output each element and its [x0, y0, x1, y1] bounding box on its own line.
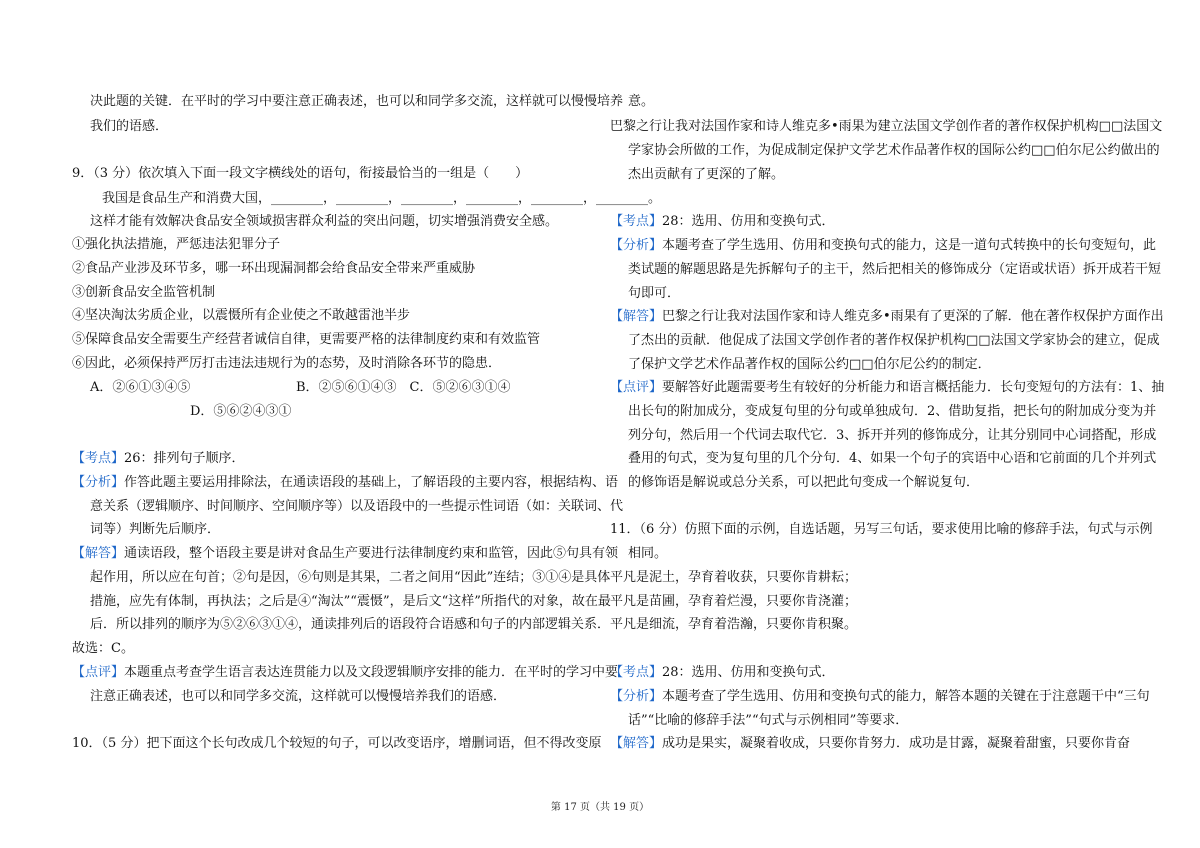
- q10-jieda-line-2: 了杰出的贡献．他促成了法国文学创作者的著作权保护机构□□法国文学家协会的建立，促成: [628, 333, 1160, 348]
- kaodian-text: 28：选用、仿用和变换句式．: [662, 665, 835, 680]
- jieda-tag: 【解答】: [610, 309, 663, 324]
- jieda-text: 成功是果实，凝聚着收成，只要你肯努力．成功是甘露，凝聚着甜蜜，只要你肯奋: [662, 736, 1131, 751]
- kaodian-text: 28：选用、仿用和变换句式．: [662, 214, 835, 229]
- q10-sentence-3: 杰出贡献有了更深的了解。: [628, 167, 785, 182]
- q9-item-3: ③创新食品安全监管机制: [72, 285, 216, 300]
- fenxi-tag: 【分析】: [610, 689, 663, 704]
- page-number-footer: 第 17 页（共 19 页）: [550, 802, 650, 813]
- q9-passage-2: 这样才能有效解决食品安全领域损害群众利益的突出问题，切实增强消费安全感。: [90, 214, 559, 229]
- q9-item-5: ⑤保障食品安全需要生产经营者诚信自律，更需要严格的法律制度约束和有效监管: [72, 332, 541, 347]
- kaodian-text: 26：排列句子顺序．: [124, 451, 245, 466]
- q11-jieda: [610, 735, 1130, 753]
- carry-over-line-2: 我们的语感．: [90, 119, 169, 134]
- q10-carry: 意。: [628, 94, 655, 109]
- q11-example-2: 平凡是苗圃，孕育着烂漫，只要你肯浇灌；: [610, 594, 858, 609]
- q10-jieda: [610, 308, 1164, 326]
- fenxi-text: 本题考查了学生选用、仿用和变换句式的能力，解答本题的关键在于注意题干中“三句: [662, 689, 1150, 704]
- q10-kaodian: [610, 213, 835, 231]
- q10-sentence-1: 巴黎之行让我对法国作家和诗人维克多•雨果为建立法国文学创作者的著作权保护机构□□法国文: [610, 119, 1163, 134]
- kaodian-tag: 【考点】: [610, 665, 663, 680]
- dianping-text: 要解答好此题需要考生有较好的分析能力和语言概括能力．长句变短句的方法有：1、抽: [662, 380, 1165, 395]
- q10-dianping-line-5: 的修饰语是解说或总分关系，可以把此句变成一个解说复句．: [628, 475, 980, 490]
- q9-dianping-line-2: 注意正确表述，也可以和同学多交流，这样就可以慢慢培养我们的语感．: [90, 689, 507, 704]
- q10-sentence-2: 学家协会所做的工作，为促成制定保护文学艺术作品著作权的国际公约□□伯尔尼公约做出的: [628, 143, 1160, 158]
- q9-item-2: ②食品产业涉及环节多，哪一环出现漏洞都会给食品安全带来严重威胁: [72, 261, 476, 276]
- q9-jieda-line-2: 起作用，所以应在句首；②句是因，⑥句则是其果，二者之间用“因此”连结；③①④是具体: [90, 570, 611, 585]
- fenxi-tag: 【分析】: [610, 238, 663, 253]
- fenxi-tag: 【分析】: [72, 475, 125, 490]
- q9-option-d: D．⑤⑥②④③①: [190, 404, 292, 419]
- q9-dianping: [72, 664, 618, 682]
- q11-example-1: 平凡是泥土，孕育着收获，只要你肯耕耘；: [610, 570, 858, 585]
- q9-option-a: A．②⑥①③④⑤: [90, 380, 191, 395]
- q9-passage-1: 我国是食品生产和消费大国，________，________，________，________，________，________。: [102, 191, 662, 206]
- q11-stem-line-2: 相同。: [628, 546, 668, 561]
- jieda-text: 通读语段，整个语段主要是讲对食品生产要进行法律制度约束和监管，因此⑤句具有领: [124, 546, 619, 561]
- jieda-tag: 【解答】: [72, 546, 125, 561]
- q10-dianping-line-4: 叠用的句式，变为复句里的几个分句．4、如果一个句子的宾语中心语和它前面的几个并列式: [628, 451, 1157, 466]
- q10-stem: 10．（5 分）把下面这个长句改成几个较短的句子，可以改变语序，增删词语，但不得改变原: [72, 736, 602, 751]
- dianping-tag: 【点评】: [610, 380, 663, 395]
- jieda-tag: 【解答】: [610, 736, 663, 751]
- dianping-tag: 【点评】: [72, 665, 125, 680]
- q9-stem: 9．（3 分）依次填入下面一段文字横线处的语句，衔接最恰当的一组是（ ）: [72, 166, 529, 181]
- q9-fenxi-line-2: 意关系（逻辑顺序、时间顺序、空间顺序等）以及语段中的一些提示性词语（如：关联词、代: [90, 499, 624, 514]
- q11-stem: 11．（6 分）仿照下面的示例，自选话题，另写三句话，要求使用比喻的修辞手法，句式与示例: [610, 522, 1153, 537]
- q10-jieda-line-3: 了保护文学艺术作品著作权的国际公约□□伯尔尼公约的制定．: [628, 357, 991, 372]
- fenxi-text: 作答此题主要运用排除法，在通读语段的基础上，了解语段的主要内容，根据结构、语: [124, 475, 619, 490]
- q9-jieda-line-4: 后．所以排列的顺序为⑤②⑥③①④，通读排列后的语段符合语感和句子的内部逻辑关系．: [90, 617, 611, 632]
- kaodian-tag: 【考点】: [72, 451, 125, 466]
- dianping-text: 本题重点考查学生语言表达连贯能力以及文段逻辑顺序安排的能力．在平时的学习中要: [124, 665, 619, 680]
- carry-over-line-1: 决此题的关键．在平时的学习中要注意正确表述，也可以和同学多交流，这样就可以慢慢培养: [90, 94, 624, 109]
- fenxi-text: 本题考查了学生选用、仿用和变换句式的能力，这是一道句式转换中的长句变短句，此: [662, 238, 1157, 253]
- q9-fenxi-line-3: 词等）判断先后顺序．: [90, 522, 221, 537]
- q11-fenxi-line-2: 话”“比喻的修辞手法”“句式与示例相同”等要求．: [628, 713, 909, 728]
- q10-dianping-line-2: 出长句的附加成分，变成复句里的分句或单独成句．2、借助复指，把长句的附加成分变为并: [628, 404, 1157, 419]
- q9-kaodian: [72, 450, 245, 468]
- q9-item-1: ①强化执法措施，严惩违法犯罪分子: [72, 237, 281, 252]
- kaodian-tag: 【考点】: [610, 214, 663, 229]
- q9-item-6: ⑥因此，必须保持严厉打击违法违规行为的态势，及时消除各环节的隐患．: [72, 356, 502, 371]
- q11-example-3: 平凡是细流，孕育着浩瀚，只要你肯积聚。: [610, 617, 858, 632]
- q10-dianping: [610, 379, 1164, 397]
- q10-fenxi: [610, 237, 1156, 255]
- jieda-text: 巴黎之行让我对法国作家和诗人维克多•雨果有了更深的了解．他在著作权保护方面作出: [662, 309, 1164, 324]
- q11-kaodian: [610, 664, 835, 682]
- q9-jieda: [72, 545, 618, 563]
- q9-fenxi: [72, 474, 618, 492]
- q10-fenxi-line-2: 类试题的解题思路是先拆解句子的主干，然后把相关的修饰成分（定语或状语）拆开成若干短: [628, 262, 1162, 277]
- q9-item-4: ④坚决淘汰劣质企业，以震慑所有企业使之不敢越雷池半步: [72, 308, 411, 323]
- q9-option-bc: B．②⑤⑥①④③ C．⑤②⑥③①④: [296, 380, 511, 395]
- q9-jieda-line-3: 措施，应先有体制，再执法；之后是④“淘汰”“震慑”，是后文“这样”所指代的对象，故在最: [90, 594, 611, 609]
- q9-answer: 故选：C。: [72, 641, 134, 656]
- q11-fenxi: [610, 688, 1150, 706]
- q10-dianping-line-3: 列分句，然后用一个代词去取代它．3、拆开并列的修饰成分，让其分别同中心词搭配，形成: [628, 428, 1157, 443]
- q10-fenxi-line-3: 句即可．: [628, 286, 681, 301]
